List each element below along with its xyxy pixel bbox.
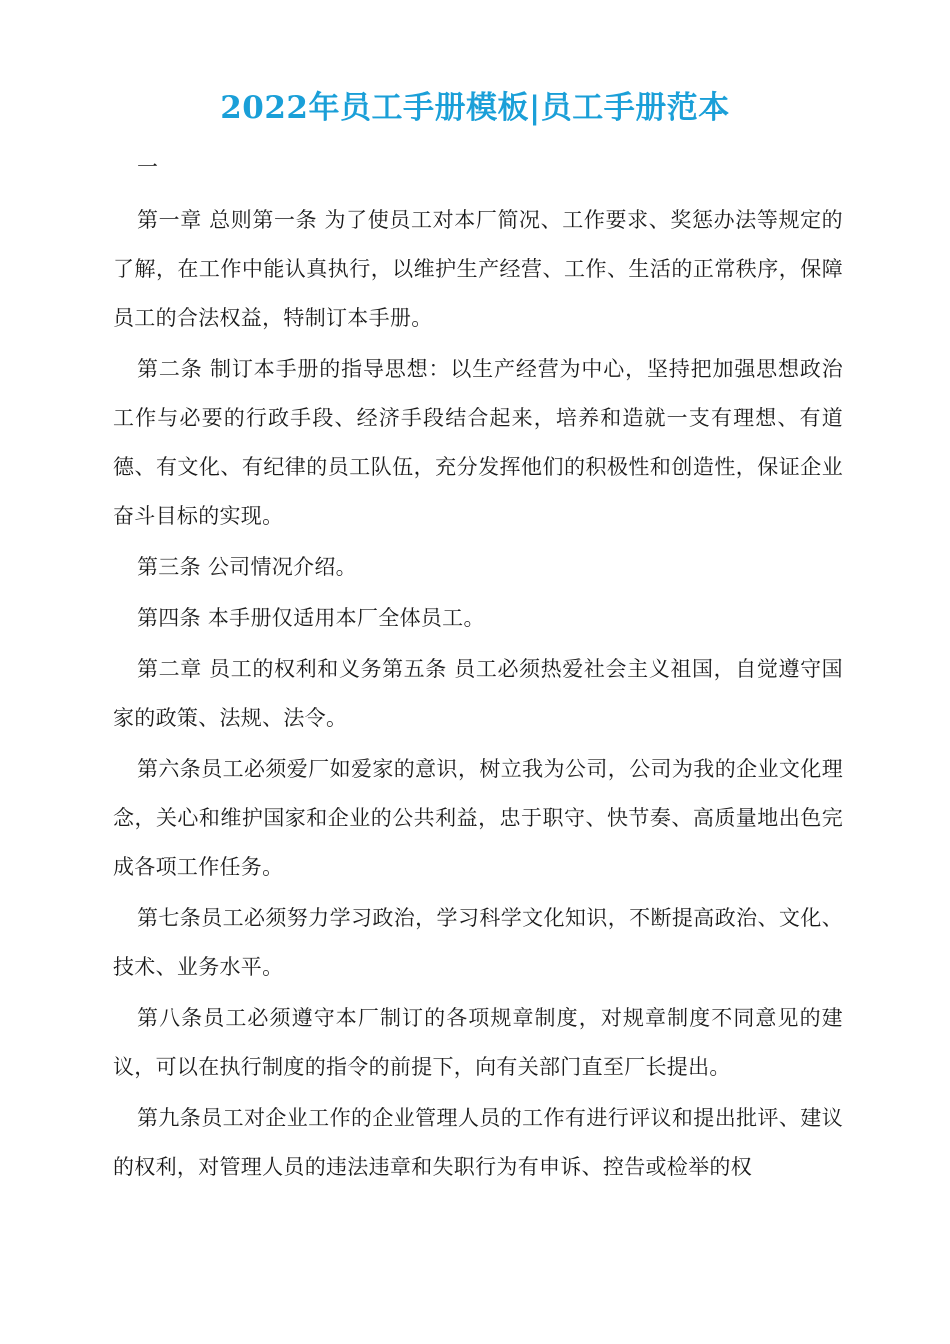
paragraph-article-6: 第六条员工必须爱厂如爱家的意识，树立我为公司，公司为我的企业文化理念，关心和维护国家和企业的公共利益，忠于职守、快节奏、高质量地出色完成各项工作任务。 bbox=[113, 757, 843, 879]
section-marker: 一 bbox=[137, 155, 158, 179]
paragraph-article-4: 第四条 本手册仅适用本厂全体员工。 bbox=[137, 606, 485, 630]
paragraph-article-9: 第九条员工对企业工作的企业管理人员的工作有进行评议和提出批评、建议的权利，对管理人员的违法违章和失职行为有申诉、控告或检举的权 bbox=[113, 1106, 843, 1179]
paragraph-article-7: 第七条员工必须努力学习政治，学习科学文化知识，不断提高政治、文化、技术、业务水平。 bbox=[113, 906, 843, 979]
document-body bbox=[113, 196, 843, 1194]
paragraph-article-8: 第八条员工必须遵守本厂制订的各项规章制度，对规章制度不同意见的建议，可以在执行制度的指令的前提下，向有关部门直至厂长提出。 bbox=[113, 1006, 843, 1079]
paragraph-chapter-1-article-1: 第一章 总则第一条 为了使员工对本厂简况、工作要求、奖惩办法等规定的了解，在工作中能认真执行，以维护生产经营、工作、生活的正常秩序，保障员工的合法权益，特制订本手册。 bbox=[113, 208, 843, 330]
paragraph-article-3: 第三条 公司情况介绍。 bbox=[137, 555, 357, 579]
paragraph-chapter-2-article-5: 第二章 员工的权利和义务第五条 员工必须热爱社会主义祖国，自觉遵守国家的政策、法规、法令。 bbox=[113, 657, 843, 730]
paragraph-article-2: 第二条 制订本手册的指导思想：以生产经营为中心，坚持把加强思想政治工作与必要的行政手段、经济手段结合起来，培养和造就一支有理想、有道德、有文化、有纪律的员工队伍，充分发挥他们的积极性和创造性，保证企业奋斗目标的实现。 bbox=[113, 357, 843, 528]
document-title: 2022年员工手册模板|员工手册范本 bbox=[220, 90, 730, 126]
